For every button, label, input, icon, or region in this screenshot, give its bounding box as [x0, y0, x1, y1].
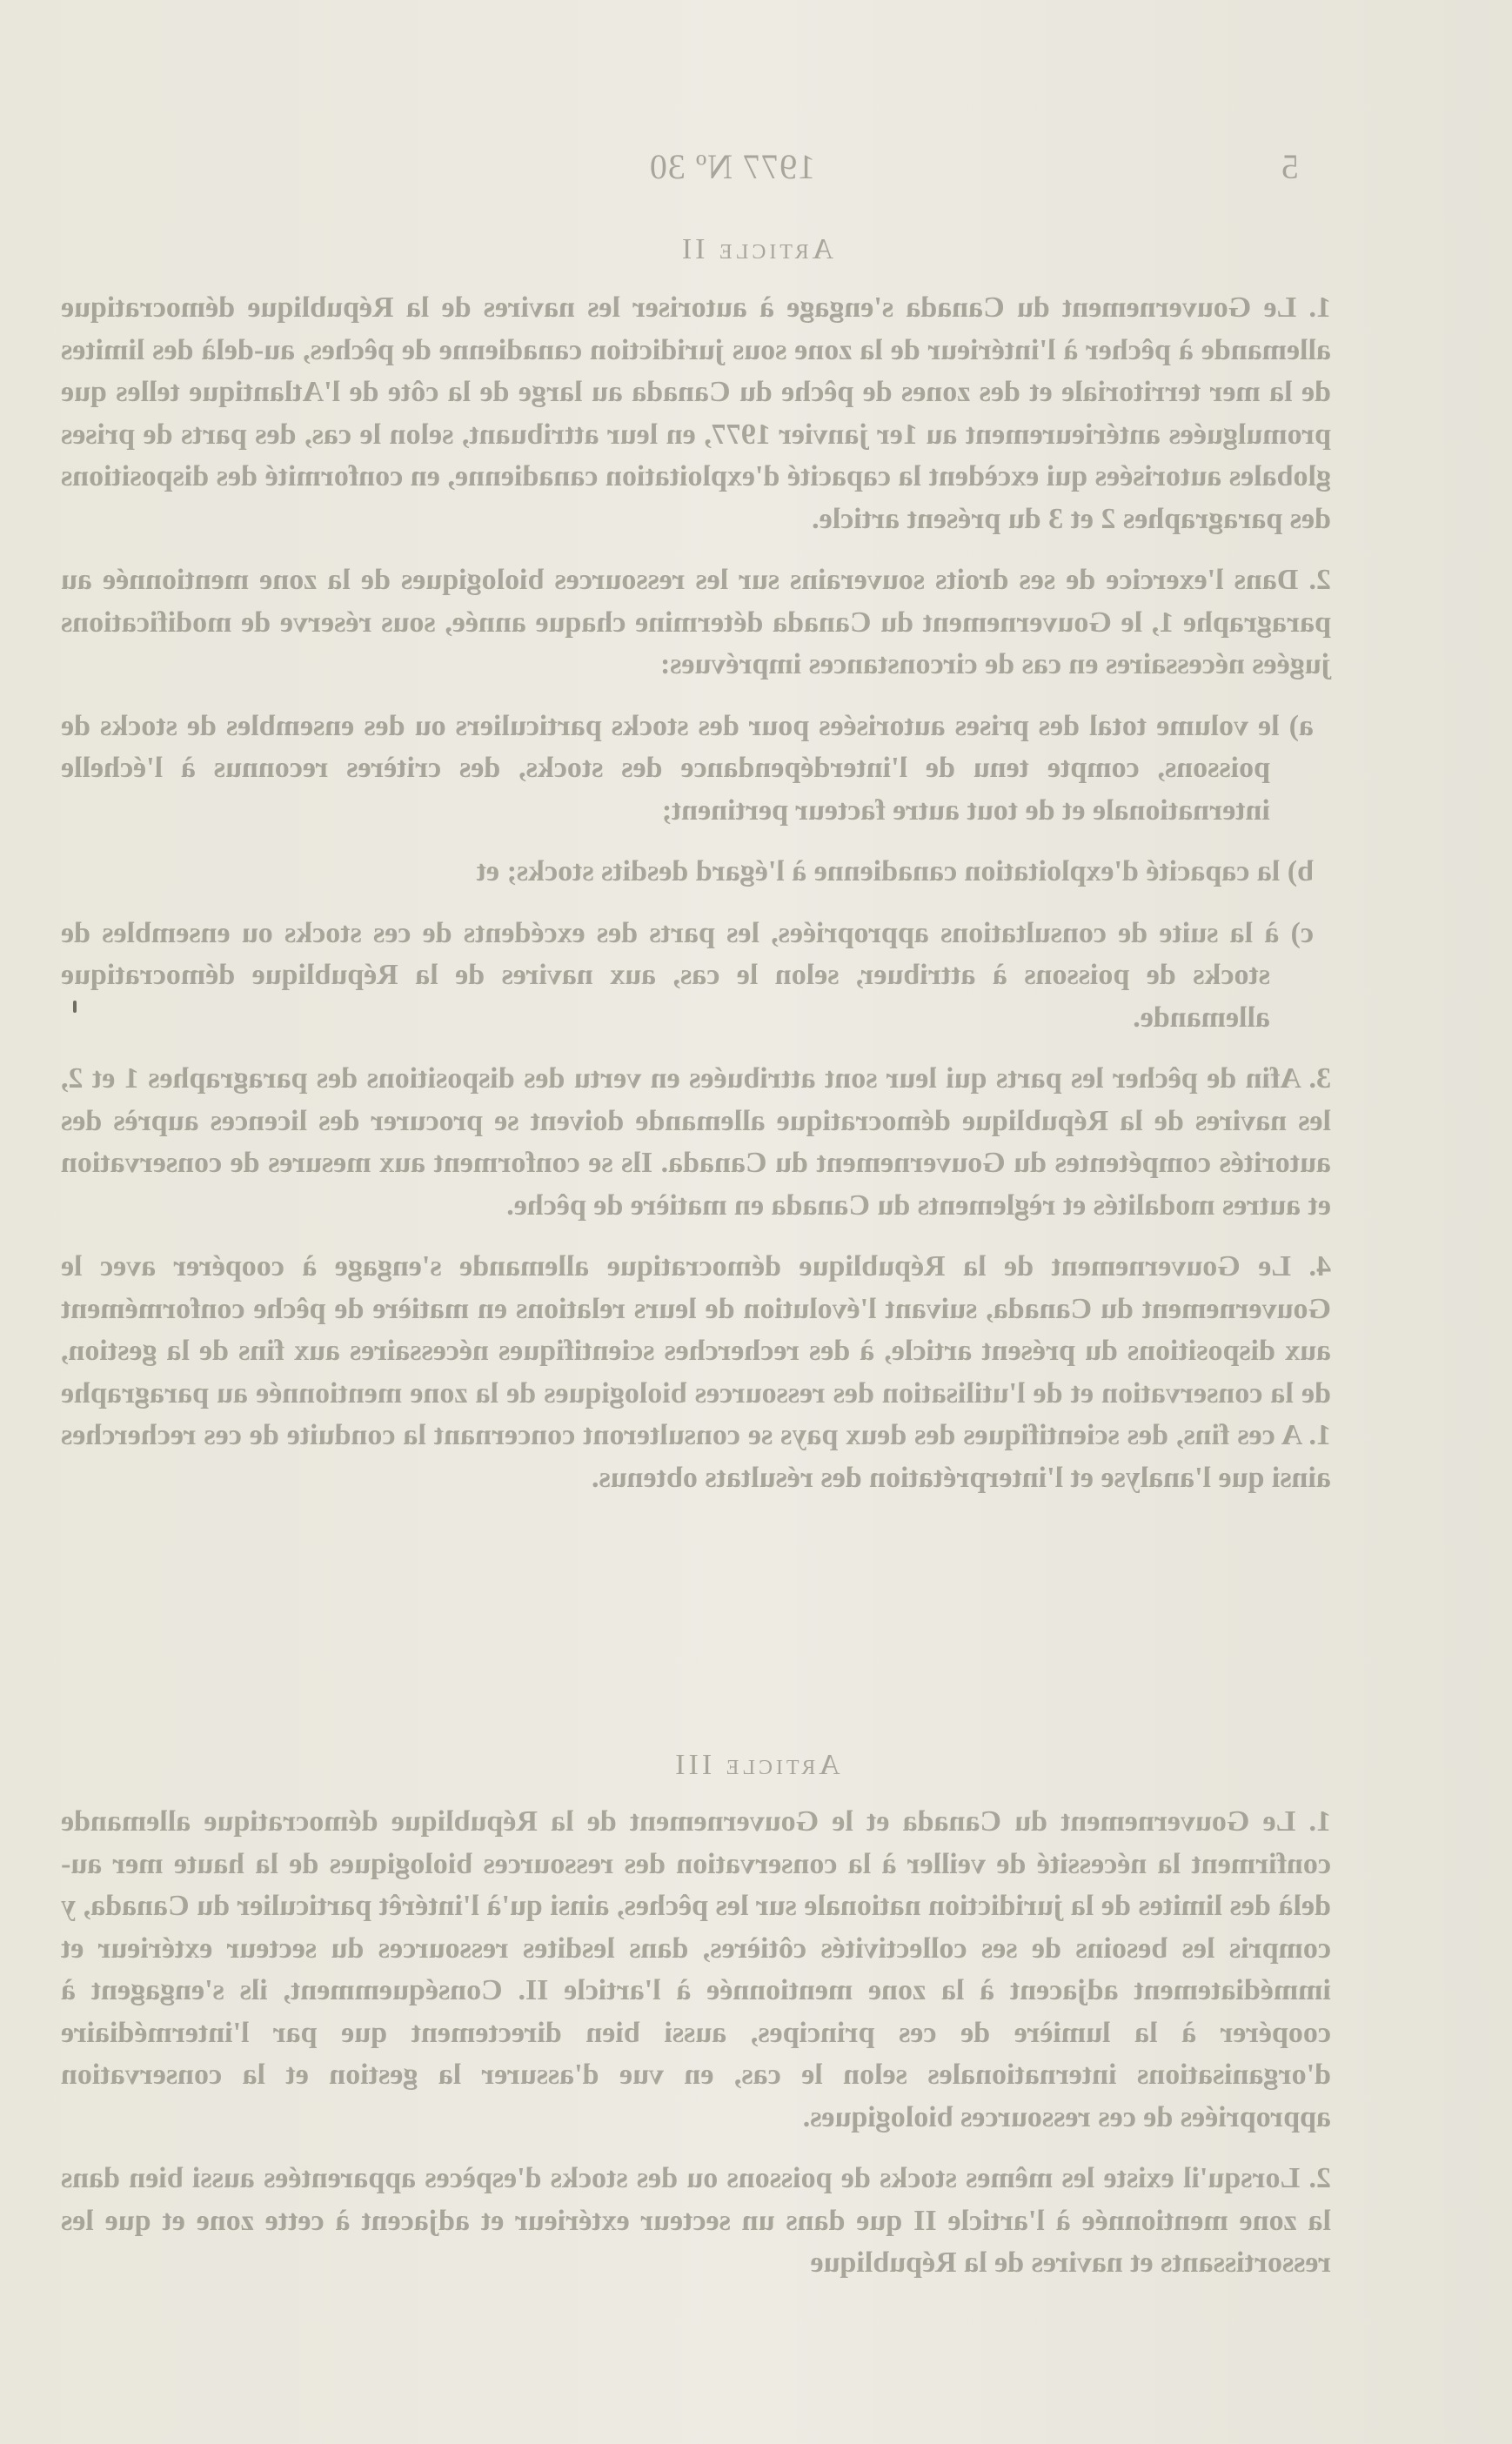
- article-2-paragraph-4: 4. Le Gouvernement de la République démocratique allemande s'engage à coopérer avec le Gouvernement du Canada, suivant l'évolution de leurs relations en matière de pêche conformément aux dispositions du présent article, à des recherches scientifiques nécessaires aux fins de la gestion, de la conservation et de l'utilisation des ressources biologiques de la zone mentionnée au paragraphe 1. A ces fins, des scientifiques des deux pays se consulteront concernant la conduite de ces recherches ainsi que l'analyse et l'interprétation des résultats obtenus.: [61, 1250, 1331, 1494]
- article-3-body: [61, 1801, 1331, 2304]
- article-3-heading: Article III: [672, 1749, 840, 1781]
- page-number: 5: [1281, 147, 1299, 186]
- publication-reference: 1977 Nº 30: [648, 147, 816, 186]
- article-3-paragraph-1: 1. Le Gouvernement du Canada et le Gouvernement de la République démocratique allemande confirment la nécessité de veiller à la conservation des ressources biologiques de la haute mer au-delà des limites de la juridiction nationale sur les pêches, ainsi qu'à l'intérêt particulier du Canada, y compris les besoins de ses collectivités côtières, dans lesdites ressources du secteur extérieur et immédiatement adjacent à la zone mentionnée à l'article II. Conséquemment, ils s'engagent à coopérer à la lumière de ces principes, aussi bien directement que par l'intermédiaire d'organisations internationales selon le cas, en vue d'assurer la gestion et la conservation appropriées de ces ressources biologiques.: [61, 1805, 1331, 2133]
- article-2-item-b: b) la capacité d'exploitation canadienne à l'égard desdits stocks; et: [476, 855, 1314, 887]
- page-header: [165, 146, 1299, 198]
- article-2-paragraph-2: 2. Dans l'exercice de ses droits souverains sur les ressources biologiques de la zone mentionnée au paragraphe 1, le Gouvernement du Canada détermine chaque année, sous réserve de modifications jugées nécessaires en cas de circonstances imprévues:: [61, 564, 1331, 680]
- article-3-paragraph-2: 2. Lorsqu'il existe les mêmes stocks de poissons ou des stocks d'espèces apparentées aussi bien dans la zone mentionnée à l'article II que dans un secteur extérieur et adjacent à cette zone et que les ressortissants et navires de la République: [61, 2162, 1331, 2279]
- article-2-paragraph-1: 1. Le Gouvernement du Canada s'engage à autoriser les navires de la République démocratique allemande à pêcher à l'intérieur de la zone sous juridiction canadienne de pêches, au-delà des limites de la mer territoriale et des zones de pêche du Canada au large de la côte de l'Atlantique telles que promulguées antérieurement au 1er janvier 1977, en leur attribuant, selon le cas, des parts de prises globales autorisées qui excèdent la capacité d'exploitation canadienne, en conformité des dispositions des paragraphes 2 et 3 du présent article.: [61, 291, 1331, 535]
- article-2-body: [61, 287, 1331, 1518]
- article-2-paragraph-3: 3. Afin de pêcher les parts qui leur sont attribuées en vertu des dispositions des paragraphes 1 et 2, les navires de la République démocratique allemande doivent se procurer des licences auprès des autorités compétentes du Gouvernement du Canada. Ils se conforment aux mesures de conservation et autres modalités et règlements du Canada en matière de pêche.: [61, 1062, 1331, 1222]
- article-2-item-a: a) le volume total des prises autorisées pour des stocks particuliers ou des ensembles de stocks de poissons, compte tenu de l'interdépendance des stocks, des critères reconnus à l'échelle internationale et de tout autre facteur pertinent;: [61, 709, 1314, 827]
- article-2-heading: Article II: [678, 233, 834, 265]
- article-2-item-c: c) à la suite de consultations appropriées, les parts des excédents de ces stocks ou ensembles de stocks de poissons à attribuer, selon le cas, aux navires de la République démocratique allemande.: [61, 916, 1314, 1034]
- margin-mark: [73, 1001, 77, 1013]
